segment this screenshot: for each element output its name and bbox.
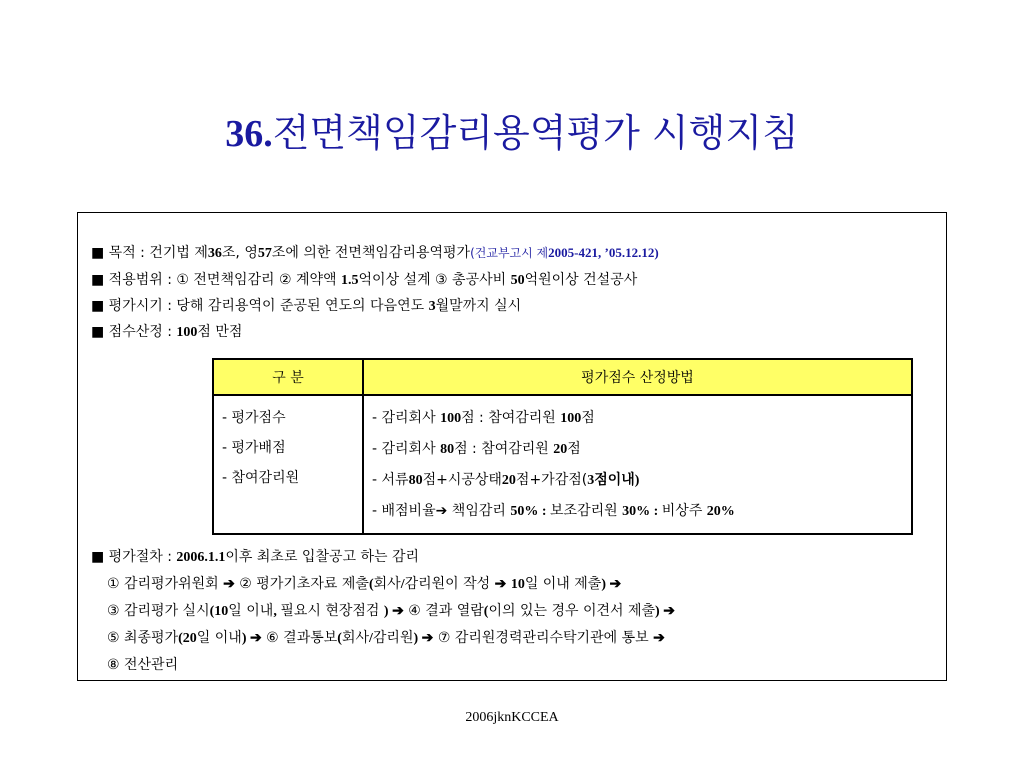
reference-text: (건교부고시 제	[470, 246, 549, 260]
method-text: 점 : 참여감리원	[461, 410, 561, 426]
method-text: 비상주	[661, 503, 707, 519]
method-text: 점+시공상태	[422, 472, 502, 488]
table-cell-methods	[363, 395, 912, 534]
table-header-method: 평가점수 산정방법	[363, 359, 912, 395]
purpose-text: 건기법 제	[149, 245, 208, 261]
step-text: 일 이내 제출	[524, 576, 602, 592]
scope-num: 1.5	[341, 273, 359, 288]
arrow-right-icon: ➔	[418, 631, 434, 646]
category-item: - 평가점수	[222, 410, 286, 426]
arrow-right-icon: ➔	[653, 631, 665, 646]
step-text: (	[368, 577, 374, 592]
scope-num: 50	[510, 273, 525, 288]
method-item	[372, 465, 905, 496]
method-num: 20	[553, 442, 568, 457]
purpose-line	[91, 244, 659, 263]
table-cell-categories	[213, 395, 363, 534]
category-item: - 평가배점	[222, 440, 286, 456]
procedure-text: 이후 최초로 입찰공고 하는 감리	[225, 549, 420, 565]
step-text: )	[413, 631, 419, 646]
timing-num: 3	[428, 299, 436, 314]
step-text: ⑦ 감리원경력관리수탁기관에 통보	[433, 630, 654, 646]
step-text: /	[400, 577, 405, 592]
purpose-reference	[470, 246, 659, 260]
procedure-line	[91, 548, 419, 567]
step-text: ⑥ 결과통보	[261, 630, 338, 646]
step-text: )	[241, 631, 247, 646]
step-text: 필요시 현장점검	[280, 603, 384, 619]
procedure-step-line	[107, 629, 665, 648]
step-text: )	[655, 604, 660, 619]
procedure-date: 2006.1.1	[176, 550, 226, 565]
step-num: (20	[178, 631, 197, 646]
page-title	[0, 102, 1024, 157]
timing-text: 월말까지 실시	[435, 298, 522, 314]
scope-text: 억원이상 건설공사	[524, 272, 638, 288]
scope-text: ① 전면책임감리 ② 계약액	[176, 272, 342, 288]
step-num: (10	[209, 604, 229, 619]
step-text: (	[483, 604, 489, 619]
score-text: 점 만점	[197, 324, 243, 340]
timing-label: ■ 평가시기 :	[91, 298, 177, 314]
step-text: 일 이내	[196, 630, 242, 646]
timing-text: 당해 감리용역이 준공된 연도의 다음연도	[176, 298, 429, 314]
method-text: - 서류	[372, 472, 409, 488]
method-text: - 배점비율	[372, 503, 436, 519]
scope-text: 억이상 설계 ③ 총공사비	[358, 272, 511, 288]
arrow-right-icon: ➔	[223, 577, 235, 592]
method-text: 점	[581, 410, 595, 426]
method-text: 점 : 참여감리원	[454, 441, 554, 457]
method-num: 80	[440, 442, 455, 457]
scope-line	[91, 271, 637, 290]
purpose-text: 조, 영	[221, 245, 258, 261]
method-text: 책임감리	[447, 503, 511, 519]
procedure-step-line	[107, 575, 621, 594]
step-text: )	[601, 577, 607, 592]
step-text: ⑤ 최종평가	[107, 630, 179, 646]
timing-line	[91, 297, 521, 316]
step-text: ③ 감리평가 실시	[107, 603, 210, 619]
method-item	[372, 496, 905, 527]
table-header-row	[213, 359, 912, 395]
score-label: ■ 점수산정 :	[91, 324, 177, 340]
method-num: 100	[560, 411, 582, 426]
method-num: 80	[408, 473, 423, 488]
step-text: ① 감리평가위원회	[107, 576, 224, 592]
method-num: 3	[587, 473, 595, 488]
method-num: 100	[440, 411, 462, 426]
procedure-step-line	[107, 602, 675, 621]
reference-date: 2005-421, ’05.12.12)	[548, 245, 659, 260]
method-text: - 감리회사	[372, 441, 441, 457]
arrow-right-icon: ➔	[246, 631, 262, 646]
step-text: /	[369, 631, 373, 646]
step-text: ,	[273, 604, 281, 619]
step-text: 일 이내	[228, 603, 274, 619]
purpose-num: 36	[207, 246, 222, 261]
purpose-label: ■ 목적 :	[91, 245, 150, 261]
arrow-right-icon: ➔	[435, 503, 448, 519]
method-item	[372, 434, 905, 465]
arrow-right-icon: ➔	[494, 577, 507, 592]
step-num: 10	[510, 577, 525, 592]
method-item	[372, 403, 905, 434]
step-text: 감리원이 작성	[404, 576, 495, 592]
category-item: - 참여감리원	[222, 470, 300, 486]
step-text: 회사	[341, 630, 370, 646]
arrow-right-icon: ➔	[659, 604, 675, 619]
method-text: 점	[567, 441, 581, 457]
procedure-step-line	[107, 656, 178, 674]
step-text: 회사	[373, 576, 401, 592]
footer-text: 2006jknKCCEA	[465, 710, 559, 725]
purpose-num: 57	[257, 246, 272, 261]
method-text: 점+가감점(	[515, 472, 588, 488]
step-text: )	[383, 604, 389, 619]
method-num: 50% :	[510, 504, 551, 519]
step-text: 감리원	[372, 630, 414, 646]
title-number: 36.	[225, 113, 273, 155]
step-text: ④ 결과 열람	[403, 603, 484, 619]
score-num: 100	[176, 325, 198, 340]
purpose-text: 조에 의한 전면책임감리용역평가	[271, 245, 471, 261]
step-text: ② 평가기초자료 제출	[234, 576, 369, 592]
step-text: (	[337, 631, 342, 646]
scope-label: ■ 적용범위 :	[91, 272, 177, 288]
table-header-category: 구 분	[213, 359, 363, 395]
evaluation-table	[212, 358, 913, 535]
method-num: 20%	[706, 504, 735, 519]
method-num: 30% :	[622, 504, 662, 519]
method-text: - 감리회사	[372, 410, 441, 426]
table-row	[213, 395, 912, 534]
procedure-label: ■ 평가절차 :	[91, 549, 177, 565]
title-text: 전면책임감리용역평가 시행지침	[272, 111, 799, 155]
method-text: 점이내)	[594, 473, 640, 488]
step-text: ⑧ 전산관리	[107, 657, 179, 673]
step-text: 이의 있는 경우 이견서 제출	[488, 603, 656, 619]
method-text: 보조감리원	[550, 503, 623, 519]
arrow-right-icon: ➔	[388, 604, 404, 619]
method-num: 20	[501, 473, 516, 488]
score-line	[91, 323, 242, 342]
arrow-right-icon: ➔	[606, 577, 622, 592]
